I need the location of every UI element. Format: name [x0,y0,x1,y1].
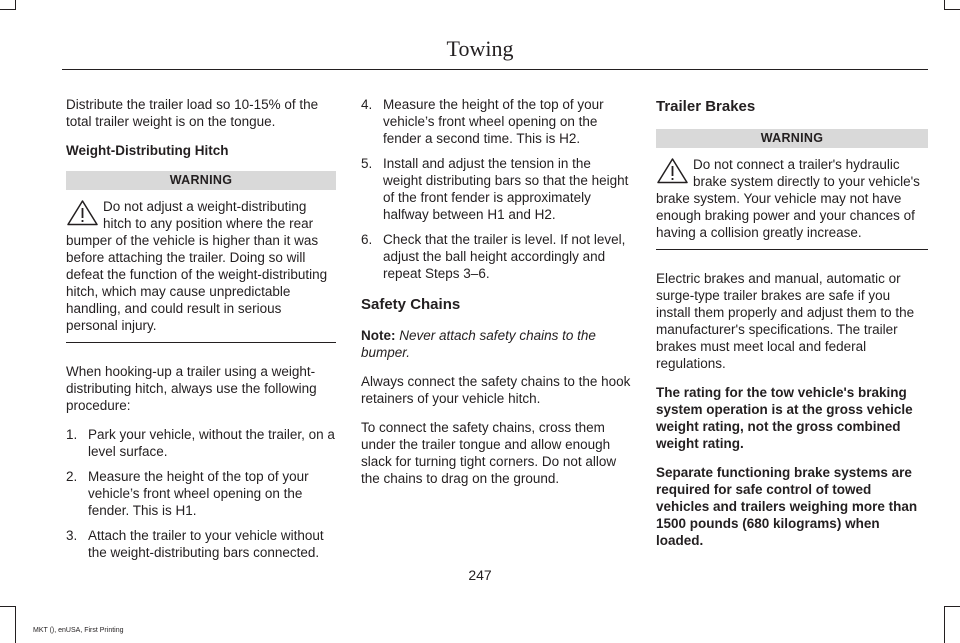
note-label: Note: [361,328,396,343]
crop-mark [0,606,15,607]
crop-mark [944,9,960,10]
list-item [361,155,633,223]
warning-box [656,156,928,241]
braking-rating-statement: The rating for the tow vehicle's braking system operation is at the gross vehicle weight rating, not the gross combined weight rating. [656,385,913,451]
safety-chains-paragraph-2: To connect the safety chains, cross them under the trailer tongue and allow enough slack for turning tight corners. Do not allow the chains to drag on the ground. [361,420,617,486]
crop-mark [15,606,16,643]
list-item [66,527,336,561]
separate-brakes-statement: Separate functioning brake systems are required for safe control of towed vehicles and trailers weighing more than 1500 pounds (680 kilograms) when loaded. [656,465,918,548]
list-item [66,426,336,460]
step-text: Check that the trailer is level. If not level, adjust the ball height accordingly and repeat Steps 3–6. [383,232,626,281]
list-item [66,468,336,519]
list-item [361,96,633,147]
warning-label: WARNING [66,171,336,190]
step-text: Attach the trailer to your vehicle without the weight-distributing bars connected. [88,528,324,560]
step-number: 5. [361,156,373,171]
crop-mark [15,0,16,10]
note-paragraph [361,327,633,361]
list-item [361,231,633,282]
crop-mark [0,9,15,10]
heading-safety-chains: Safety Chains [361,296,461,313]
step-text: Measure the height of the top of your vehicle’s front wheel opening on the fender. This is H1. [88,469,309,518]
safety-chains-paragraph-1: Always connect the safety chains to the hook retainers of your vehicle hitch. [361,374,631,406]
step-number: 3. [66,528,78,543]
intro-paragraph: Distribute the trailer load so 10-15% of the total trailer weight is on the tongue. [66,97,319,129]
step-text: Measure the height of the top of your vehicle’s front wheel opening on the fender a second time. This is H2. [383,97,604,146]
crop-mark [944,606,945,643]
step-number: 2. [66,469,78,484]
procedure-steps [66,426,336,561]
warning-box [66,198,336,334]
trailer-brakes-paragraph: Electric brakes and manual, automatic or surge-type trailer brakes are safe if you install them properly and adjust them to the manufacturer's specifications. The trailer brakes must meet local and federal regulations. [656,271,915,371]
procedure-steps-continued [361,96,633,282]
header-rule [62,69,928,70]
column-3 [656,96,928,561]
step-text: Install and adjust the tension in the weight distributing bars so that the height of the front fender is approximately halfway between H1 and H2. [383,156,629,222]
crop-mark [944,606,960,607]
step-number: 6. [361,232,373,247]
subheading-weight-distributing-hitch: Weight-Distributing Hitch [66,143,229,158]
step-number: 1. [66,427,78,442]
warning-text: Do not adjust a weight-distributing hitch to any position where the rear bumper of the vehicle is higher than it was before attaching the trailer. Doing so will defeat the function of the weight-distributing hitch, which may cause unpredictable handling, and could result in serious personal injury. [66,199,328,333]
column-2 [361,96,633,499]
warning-triangle-icon [656,158,689,184]
warning-text: Do not connect a trailer's hydraulic brake system directly to your vehicle's brake system. Your vehicle may not have enough braking power and your chances of having a collision greatly increase. [656,157,920,240]
warning-rule [66,342,336,343]
page-title: Towing [446,36,514,61]
step-number: 4. [361,97,373,112]
heading-trailer-brakes: Trailer Brakes [656,98,756,115]
print-info: MKT (), enUSA, First Printing [33,627,124,634]
column-1 [66,96,336,573]
procedure-intro: When hooking-up a trailer using a weight-distributing hitch, always use the following procedure: [66,364,317,413]
warning-triangle-icon [66,200,99,226]
step-text: Park your vehicle, without the trailer, on a level surface. [88,427,335,459]
page-number: 247 [468,567,492,583]
warning-rule [656,249,928,250]
warning-label: WARNING [656,129,928,148]
note-text: Never attach safety chains to the bumper. [361,328,596,360]
